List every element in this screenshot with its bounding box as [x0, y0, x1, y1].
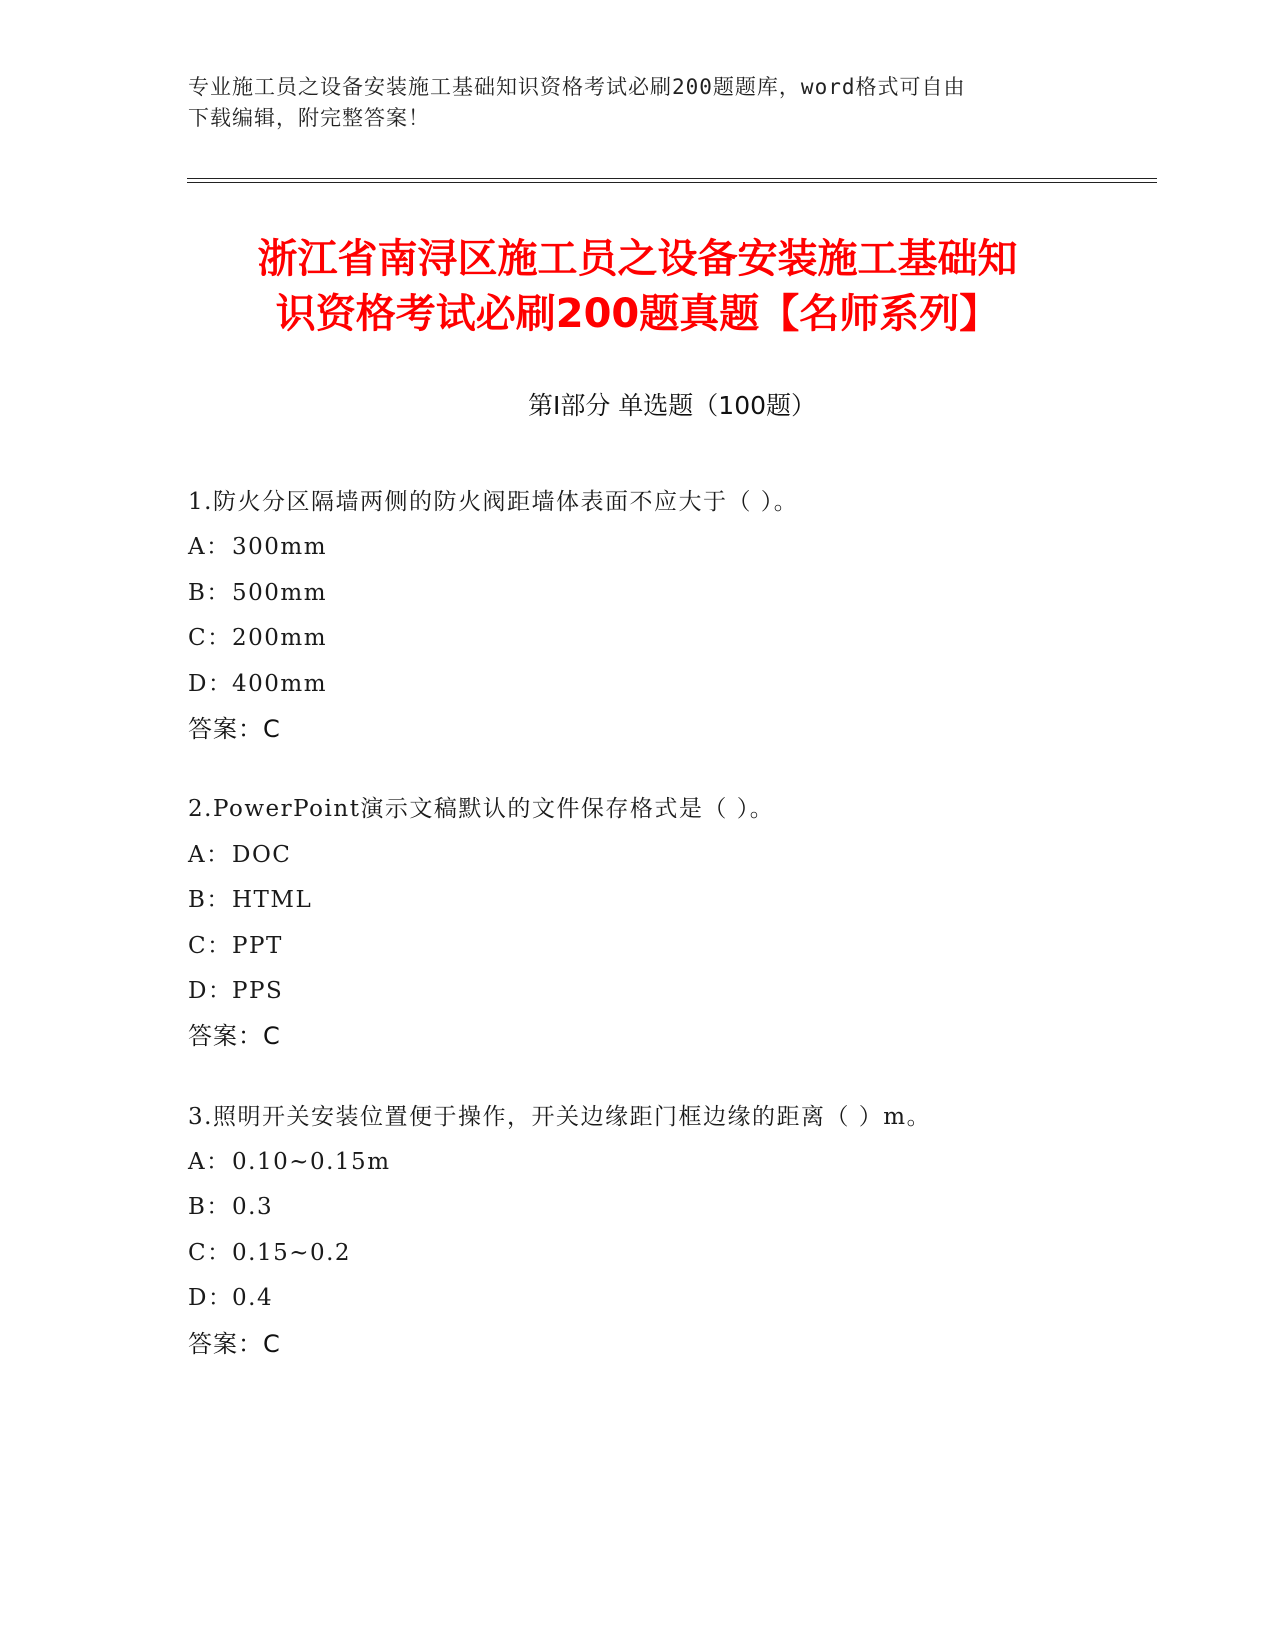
header-note-line-2: 下载编辑，附完整答案！ [188, 106, 430, 130]
question-3 [188, 1095, 1148, 1367]
option-key: D： [188, 977, 233, 1004]
option-key: A： [188, 534, 231, 561]
option-key: C： [188, 1239, 232, 1266]
option-a [188, 1140, 1148, 1185]
option-text: 200mm [232, 625, 328, 652]
option-text: DOC [232, 841, 292, 868]
question-list [188, 480, 1148, 1402]
option-text: HTML [232, 887, 313, 914]
header-note [188, 72, 1088, 134]
option-key: B： [188, 1194, 231, 1221]
question-stem: 1.防火分区隔墙两侧的防火阀距墙体表面不应大于（ ）。 [188, 489, 799, 515]
option-b [188, 878, 1148, 923]
option-key: C： [188, 932, 232, 959]
option-key: B： [188, 579, 231, 606]
option-b [188, 571, 1148, 616]
option-d [188, 662, 1148, 707]
option-text: 500mm [232, 579, 328, 606]
option-c [188, 616, 1148, 661]
option-a [188, 525, 1148, 570]
question-stem: 3.照明开关安装位置便于操作，开关边缘距门框边缘的距离（ ）m。 [188, 1103, 932, 1130]
document-title-line-2: 识资格考试必刷200题真题【名师系列】 [275, 291, 1000, 337]
answer-line: 答案：C [188, 1329, 281, 1358]
option-text: 400mm [232, 670, 328, 697]
question-stem: 2.PowerPoint演示文稿默认的文件保存格式是（ ）。 [188, 796, 775, 823]
option-key: D： [188, 1285, 233, 1312]
option-text: 0.4 [232, 1285, 274, 1312]
answer-line: 答案：C [188, 1022, 281, 1051]
answer-line: 答案：C [188, 714, 281, 743]
option-key: A： [188, 1149, 231, 1176]
option-key: A： [188, 841, 231, 868]
document-title [150, 232, 1125, 342]
option-text: 0.3 [232, 1194, 274, 1221]
option-d [188, 969, 1148, 1014]
document-title-line-1: 浙江省南浔区施工员之设备安装施工基础知 [257, 236, 1018, 282]
option-key: C： [188, 625, 232, 652]
option-key: B： [188, 887, 231, 914]
option-c [188, 924, 1148, 969]
option-text: 0.10~0.15m [232, 1149, 391, 1176]
option-a [188, 833, 1148, 878]
header-note-line-1: 专业施工员之设备安装施工基础知识资格考试必刷200题题库，word格式可自由 [188, 75, 966, 99]
section-heading: 第Ⅰ部分 单选题（100题） [527, 391, 817, 420]
option-b [188, 1185, 1148, 1230]
question-1 [188, 480, 1148, 752]
option-text: 300mm [232, 534, 328, 561]
header-divider-bottom [187, 182, 1157, 183]
option-text: PPT [232, 932, 283, 959]
question-2 [188, 787, 1148, 1059]
option-text: PPS [232, 977, 284, 1004]
option-d [188, 1276, 1148, 1321]
option-key: D： [188, 670, 233, 697]
option-text: 0.15~0.2 [232, 1239, 352, 1266]
header-divider-top [187, 178, 1157, 179]
option-c [188, 1231, 1148, 1276]
